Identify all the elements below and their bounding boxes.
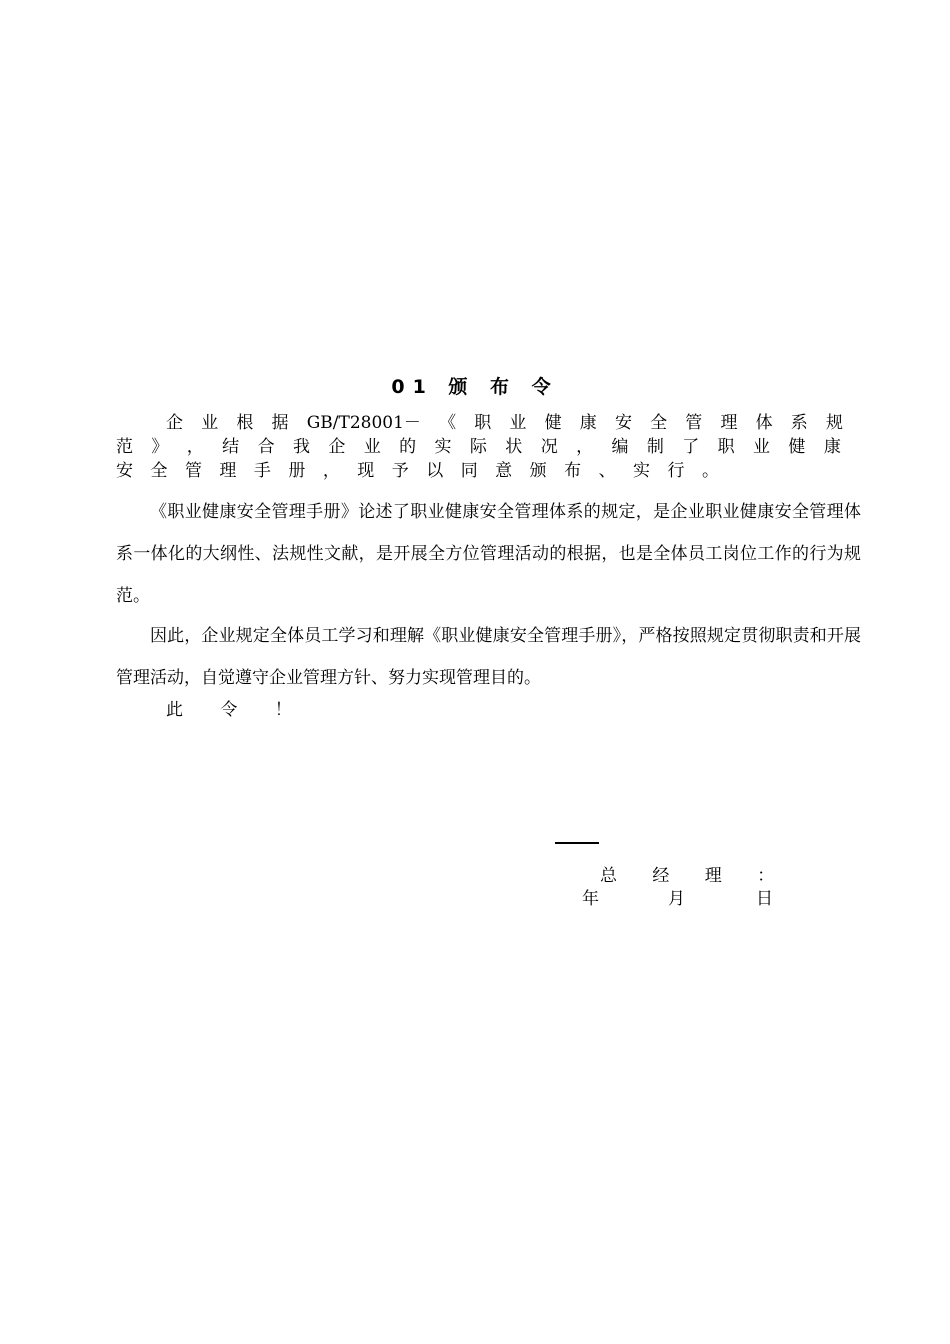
paragraph-requirements: 因此，企业规定全体员工学习和理解《职业健康安全管理手册》，严格按照规定贯彻职责和开展管理活动，自觉遵守企业管理方针、努力实现管理目的。 — [116, 626, 861, 688]
intro-char: 以 — [426, 461, 444, 481]
intro-char: 编 — [611, 437, 629, 457]
intro-char: 了 — [682, 437, 700, 457]
intro-char: 合 — [257, 437, 275, 457]
intro-char: GB/T28001－ — [306, 413, 421, 433]
intro-char: 同 — [460, 461, 478, 481]
intro-char: 根 — [236, 413, 254, 433]
intro-char: 据 — [271, 413, 289, 433]
intro-char: 意 — [495, 461, 513, 481]
intro-char: 状 — [505, 437, 523, 457]
intro-char: 颁 — [529, 461, 547, 481]
intro-char: 健 — [788, 437, 806, 457]
intro-char: 全 — [150, 461, 168, 481]
intro-char: 。 — [701, 461, 719, 481]
intro-char: 管 — [184, 461, 202, 481]
intro-char: 企 — [328, 437, 346, 457]
intro-char: 际 — [469, 437, 487, 457]
signature-line — [555, 842, 599, 844]
intro-char: 业 — [753, 437, 771, 457]
intro-char: 实 — [633, 461, 651, 481]
intro-char: 予 — [391, 461, 409, 481]
intro-char: 管 — [685, 413, 703, 433]
document-title: 01 颁 布 令 — [391, 376, 559, 398]
intro-char: 企 — [166, 413, 183, 433]
intro-line-1 — [166, 412, 843, 434]
intro-char: 实 — [434, 437, 452, 457]
intro-char: 规 — [825, 413, 843, 433]
intro-char: 手 — [253, 461, 271, 481]
intro-char: 》 — [151, 437, 169, 457]
intro-char: 《 — [439, 413, 457, 433]
intro-char: 的 — [399, 437, 417, 457]
closing-text: 此 令 ！ — [166, 700, 308, 720]
intro-char: ， — [186, 437, 204, 457]
intro-char: 康 — [823, 437, 841, 457]
intro-char: 业 — [363, 437, 381, 457]
intro-char: 制 — [646, 437, 664, 457]
intro-char: 职 — [474, 413, 492, 433]
intro-char: 健 — [544, 413, 562, 433]
intro-char: 业 — [509, 413, 527, 433]
intro-char: 系 — [790, 413, 808, 433]
intro-char: 、 — [598, 461, 616, 481]
intro-char: 体 — [755, 413, 773, 433]
intro-line-2 — [116, 436, 841, 458]
intro-line-3 — [116, 460, 719, 482]
intro-char: 全 — [650, 413, 668, 433]
intro-char: 册 — [288, 461, 306, 481]
intro-char: 现 — [357, 461, 375, 481]
intro-char: 安 — [116, 461, 133, 481]
intro-char: 康 — [579, 413, 597, 433]
date-year: 年 — [582, 889, 599, 909]
date-day: 日 — [756, 889, 773, 909]
general-manager-label: 总 经 理 ： — [600, 866, 790, 886]
intro-char: ， — [576, 437, 594, 457]
intro-char: 职 — [717, 437, 735, 457]
intro-char: 范 — [116, 437, 133, 457]
intro-char: 行 — [667, 461, 685, 481]
intro-char: 业 — [201, 413, 219, 433]
intro-char: 结 — [222, 437, 240, 457]
intro-char: 安 — [614, 413, 632, 433]
intro-char: ， — [322, 461, 340, 481]
intro-char: 理 — [720, 413, 738, 433]
intro-char: 理 — [219, 461, 237, 481]
intro-char: 我 — [292, 437, 310, 457]
intro-char: 况 — [540, 437, 558, 457]
intro-char: 布 — [564, 461, 582, 481]
date-month: 月 — [668, 889, 685, 909]
paragraph-manual-description: 《职业健康安全管理手册》论述了职业健康安全管理体系的规定，是企业职业健康安全管理体系一体化的大纲性、法规性文献，是开展全方位管理活动的根据，也是全体员工岗位工作的行为规范。 — [116, 502, 861, 606]
